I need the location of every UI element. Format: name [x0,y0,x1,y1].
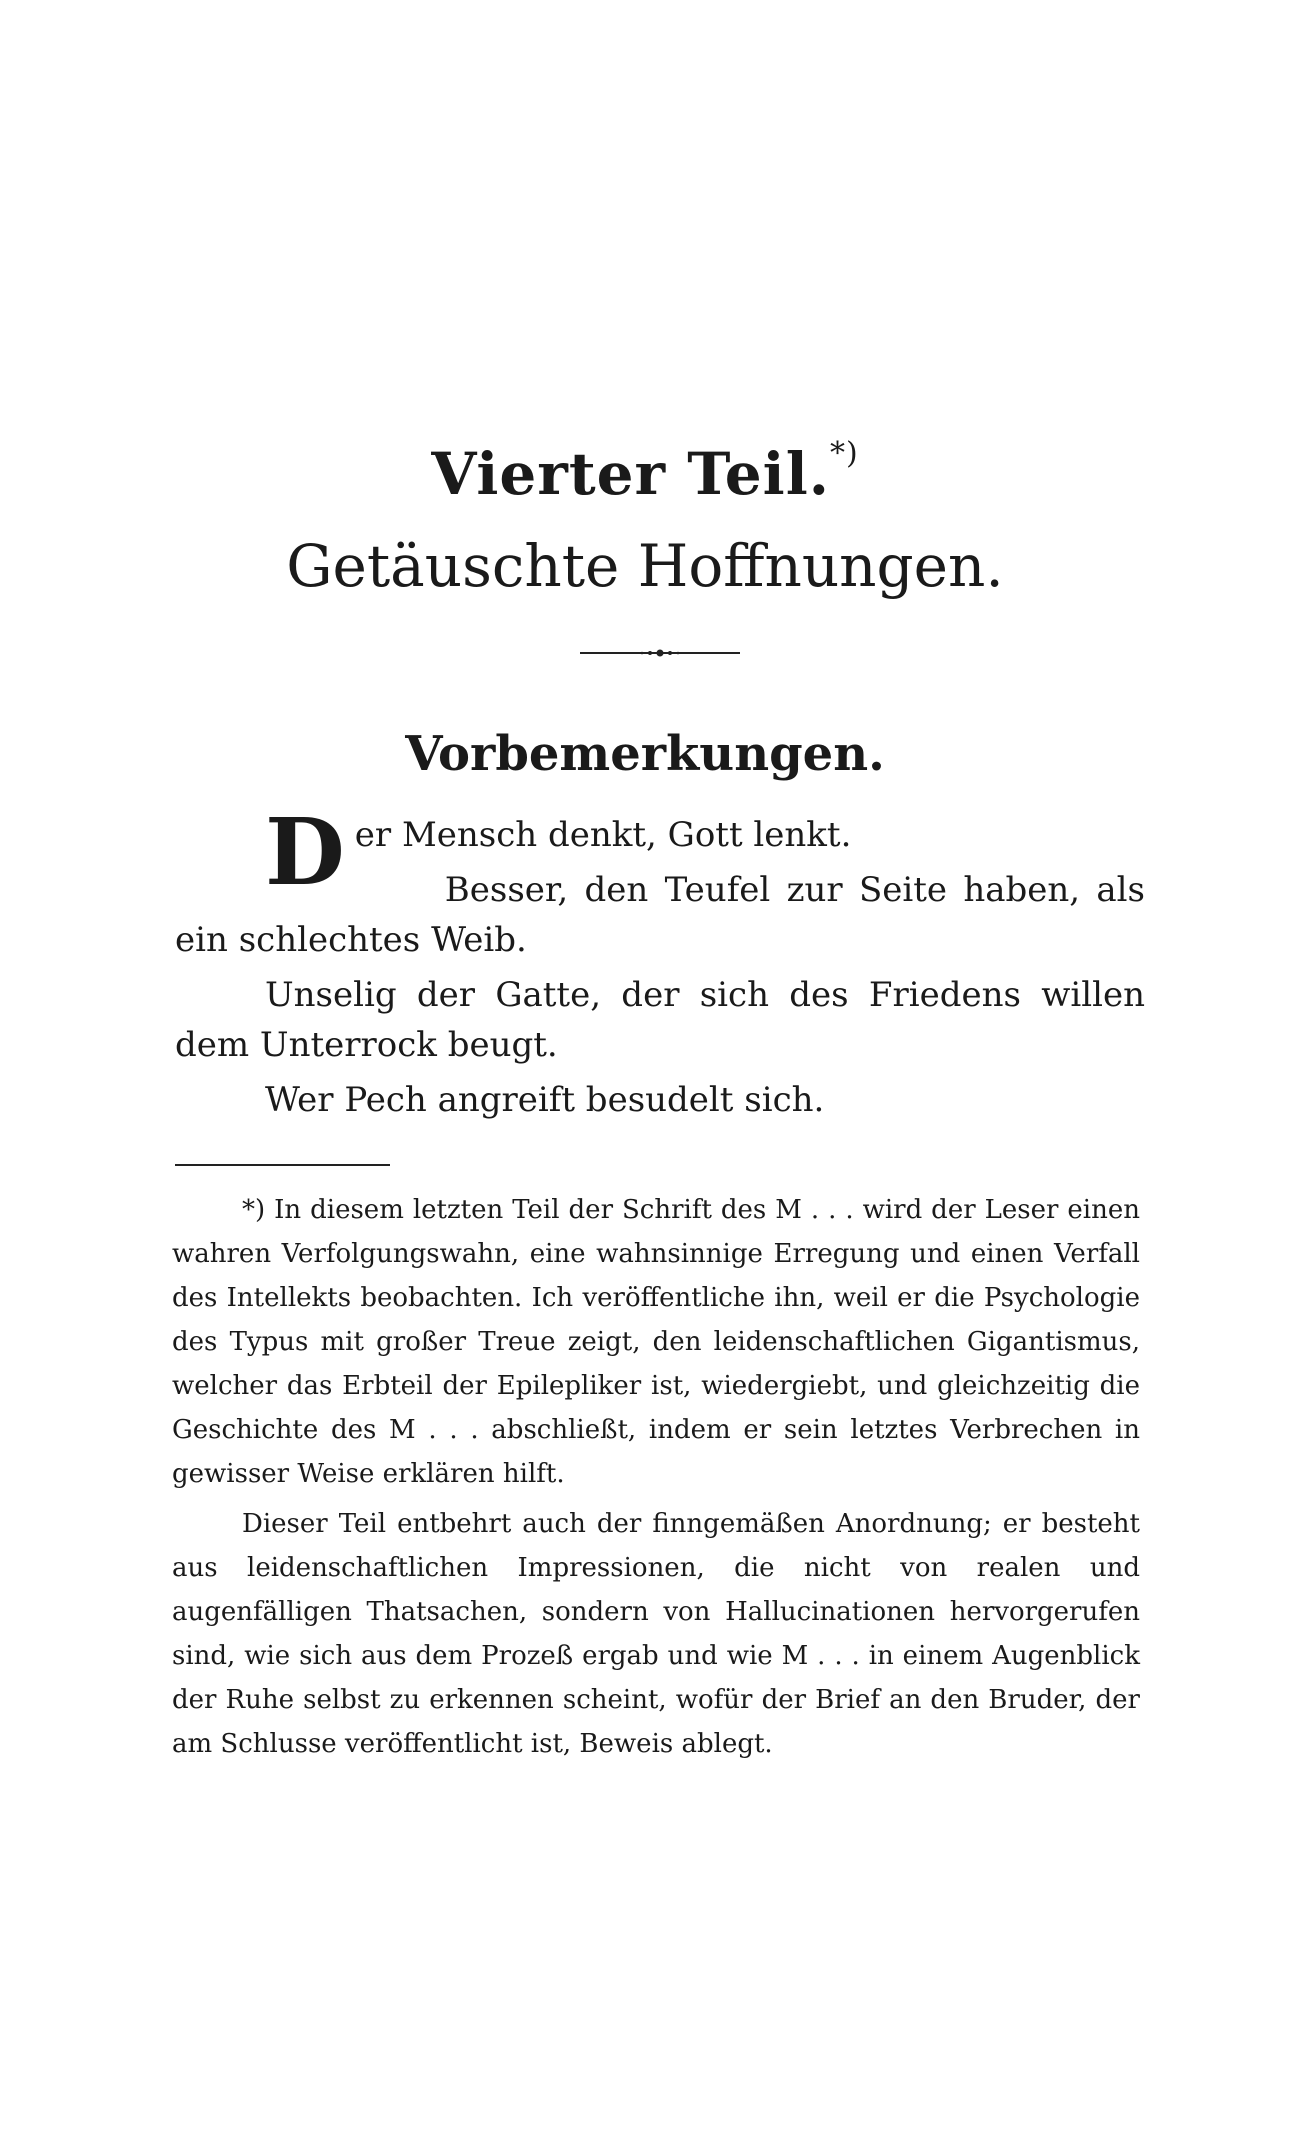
footnotes [172,1188,1140,1772]
ornament-divider [580,648,740,658]
maxims [175,798,1145,1130]
drop-cap: D [265,798,345,906]
maxim-3: Unselig der Gatte, der sich des Friedens willen dem Unterrock beugt. [175,975,1145,1065]
footnote-marker: *) [829,436,859,471]
footnote-paragraph-2: Dieser Teil entbehrt auch der finngemäßen Anordnung; er besteht aus leidenschaftlichen Impressionen, die nicht von realen und augenfälligen Thatsachen, sondern von Hallucinationen hervorgerufen sind, wie sich aus dem Prozeß ergab und wie M . . . in einem Augenblick der Ruhe selbst zu erkennen scheint, wofür der Brief an den Bruder, der am Schlusse veröffentlicht ist, Beweis ablegt. [172,1509,1140,1759]
part-title [0,436,1290,508]
maxim-1 [175,798,1145,906]
maxim-4: Wer Pech angreift besudelt sich. [265,1080,825,1120]
part-subtitle: Getäuschte Hoffnungen. [286,532,1004,600]
section-heading: Vorbemerkungen. [405,726,885,782]
part-title-text: Vierter Teil. [431,440,830,508]
footnote-paragraph-1: *) In diesem letzten Teil der Schrift des M . . . wird der Leser einen wahren Verfolgungswahn, eine wahnsinnige Erregung und einen Verfall des Intellekts beobachten. Ich veröffentliche ihn, weil er die Psychologie des Typus mit großer Treue zeigt, den leidenschaftlichen Gigantismus, welcher das Erbteil der Epilepliker ist, wiedergiebt, und gleichzeitig die Geschichte des M . . . abschließt, indem er sein letztes Verbrechen in gewisser Weise erklären hilft. [172,1195,1140,1489]
footnote-rule [175,1164,390,1166]
maxim-2: Besser, den Teufel zur Seite haben, als ein schlechtes Weib. [175,870,1145,960]
maxim-1-text: er Mensch denkt, Gott lenkt. [354,815,852,855]
